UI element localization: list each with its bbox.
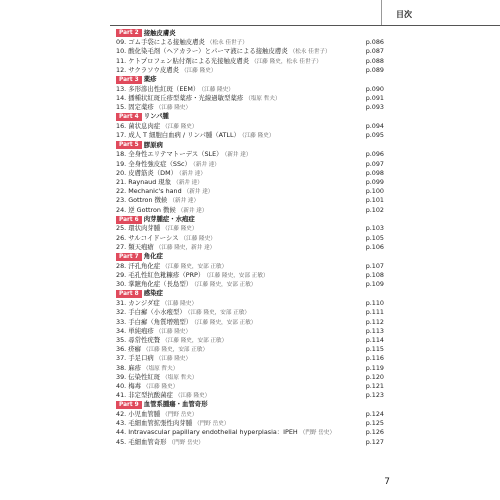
toc-entry-title: 25. 環状肉芽腫 [116,224,161,233]
toc-entry-title: 10. 酸化染毛剤（ヘアカラー）とパーマ液による接触皮膚炎 [116,47,288,56]
toc-entry[interactable] [116,131,384,140]
page-header [110,0,500,26]
toc-entry[interactable] [116,187,384,196]
toc-entry-author: （新井 達） [183,189,214,196]
toc-entry-page: p.091 [365,94,384,103]
part-badge: Part 7 [116,253,142,261]
toc-entry-author: （江藤 隆史） [162,226,198,233]
toc-entry[interactable] [116,336,384,345]
toc-entry-author: （新井 達） [178,170,206,177]
toc-entry-author: （塩原 哲夫） [245,96,281,103]
toc-entry-author: （江藤 隆史，松永 佳世子） [251,58,322,65]
toc-entry[interactable] [116,299,384,308]
toc-entry[interactable] [116,224,384,233]
toc-entry[interactable] [116,234,384,243]
toc-entry-author: （新井 達） [177,207,208,214]
toc-entry-author: （江藤 隆史） [241,133,275,140]
toc-entry[interactable] [116,428,384,437]
toc-entry[interactable] [116,318,384,327]
toc-entry-page: p.124 [365,410,384,419]
part-title: 肉芽腫症・水疱症 [143,214,195,223]
toc-entry-page: p.120 [365,372,384,381]
toc-entry-author: （塩原 哲夫） [162,374,198,381]
toc-entry-title-wrap [116,438,204,448]
toc-entry-author: （江藤 隆史，安部 正敏） [162,337,228,344]
part-badge: Part 4 [116,113,142,121]
toc-entry-page: p.087 [365,47,384,56]
toc-entry-author: （江藤 隆史，安部 正敏） [187,310,251,317]
toc-entry-page: p.108 [365,271,384,280]
toc-entry-page: p.112 [365,317,384,326]
toc-entry-author: （江藤 隆史，安部 正敏） [142,347,209,354]
part-title: 感染症 [143,289,163,298]
toc-entry-page: p.088 [365,56,384,65]
toc-entry-title: 09. ゴム手袋による接触皮膚炎 [116,38,205,47]
toc-entry-page: p.121 [365,381,384,390]
toc-entry-title: 34. 単純疱疹 [116,326,154,335]
toc-entry-title: 29. 毛孔性紅色粃糠疹（PRP） [116,271,205,280]
toc-entry-title: 26. サルコイドーシス [116,233,179,242]
toc-part-heading [116,141,384,151]
toc-entry-author: （松永 佳世子） [289,49,331,56]
toc-entry-page: p.111 [365,308,384,317]
toc-entry-title: 39. 伝染性紅斑 [116,372,161,381]
toc-entry-title: 22. Mechanic's hand [116,187,182,196]
toc-entry-title: 13. 多形滲出性紅斑（EEM） [116,84,200,93]
toc-entry[interactable] [116,262,384,271]
toc-entry[interactable] [116,345,384,354]
toc-entry-title: 27. 類天疱瘡 [116,242,154,251]
toc-entry-title: 32. 手白癬（小水疱型） [116,308,186,317]
toc-entry-author: （新井 達） [192,161,220,168]
toc-entry[interactable] [116,150,384,159]
toc-entry-page: p.114 [365,335,384,344]
toc-entry-author: （江藤 隆史） [180,235,216,242]
toc-entry-title: 15. 固定薬疹 [116,103,154,112]
toc-entry-title: 43. 毛細血管拡張性肉芽腫 [116,419,193,428]
part-title: 血管系腫瘍・血管奇形 [143,400,208,409]
toc-entry-author: （江藤 隆史） [161,301,198,308]
toc-entry-title: 35. 尋常性疣贅 [116,335,161,344]
toc-entry[interactable] [116,373,384,382]
toc-entry[interactable] [116,364,384,373]
toc-entry-page: p.090 [365,84,384,93]
toc-entry-title: 37. 手足口病 [116,354,154,363]
toc-entry-author: （江藤 隆史，新井 達） [155,244,216,251]
toc-entry-page: p.101 [365,196,384,205]
toc-entry-page: p.103 [365,224,384,233]
toc-entry-page: p.086 [365,38,384,47]
toc-entry-page: p.094 [365,122,384,131]
toc-entry-page: p.095 [365,131,384,140]
toc-entry-page: p.097 [365,159,384,168]
toc-entry-page: p.113 [365,326,384,335]
toc-entry-author: （松永 佳世子） [206,40,248,47]
toc-entry-title: 36. 疥癬 [116,345,141,354]
toc-entry[interactable] [116,178,384,187]
part-badge: Part 9 [116,401,142,409]
toc-entry[interactable] [116,271,384,280]
toc-entry[interactable] [116,308,384,317]
toc-entry-page: p.107 [365,261,384,270]
toc-entry-page: p.105 [365,233,384,242]
toc-part-heading [116,215,384,225]
toc-part-heading [116,252,384,262]
toc-entry-title: 44. Intravascular papillary endothelial hyperplasia：IPEH [116,428,298,437]
toc-entry[interactable] [116,57,384,66]
toc-entry-title: 14. 播種状紅斑丘疹型薬疹・光線過敏型薬疹 [116,94,244,103]
toc-entry-author: （新井 達） [224,152,252,159]
toc-entry[interactable] [116,94,384,103]
toc-entry-author: （新井 達） [173,179,203,186]
toc-entry-page: p.110 [365,299,384,308]
part-title: 膠原病 [143,140,163,149]
toc-part-heading [116,29,384,39]
part-badge: Part 3 [116,76,142,84]
toc-entry-author: （塩原 哲夫） [142,365,179,372]
section-title: 目次 [396,10,412,19]
toc-entry-title: 20. 皮膚筋炎（DM） [116,168,177,177]
toc-entry[interactable] [116,419,384,428]
toc-entry-author: （江藤 隆史） [155,356,192,363]
toc-entry[interactable] [116,160,384,169]
toc-entry-author: （江藤 隆史） [201,86,234,93]
header-rule [110,25,500,26]
toc-entry-page: p.106 [365,242,384,251]
toc-entry[interactable] [116,382,384,391]
toc-entry-title: 38. 麻疹 [116,363,141,372]
toc-entry-author: （江藤 隆史） [155,105,192,112]
toc-entry-title: 23. Gottron 徴候 [116,196,168,205]
toc-entry-title: 12. サクラソウ皮膚炎 [116,65,180,74]
toc-entry-title: 16. 菌状息肉症 [116,122,161,131]
toc-entry-page: p.089 [365,65,384,74]
toc-entry[interactable] [116,354,384,363]
part-badge: Part 2 [116,29,142,37]
toc-entry[interactable] [116,196,384,205]
toc-entry-author: （江藤 隆史） [142,383,179,390]
part-badge: Part 8 [116,290,142,298]
toc-entry-author: （門野 岳史） [299,430,336,437]
toc-entry-title: 42. 小児血管腫 [116,410,161,419]
toc-entry-title: 45. 毛細血管奇形 [116,437,167,446]
toc-entry[interactable] [116,327,384,336]
toc-entry-author: （江藤 隆史） [162,124,198,131]
toc-entry-title: 17. 成人 T 細胞白血病 / リンパ腫（ATLL） [116,131,240,140]
toc-entry-page: p.126 [365,428,384,437]
toc-entry[interactable] [116,66,384,75]
table-of-contents [116,29,384,447]
toc-entry-title: 11. ケトプロフェン貼付剤による光接触皮膚炎 [116,56,250,65]
toc-entry[interactable] [116,438,384,447]
part-badge: Part 6 [116,216,142,224]
toc-entry-author: （門野 岳史） [168,439,204,446]
toc-entry-page: p.115 [365,345,384,354]
toc-entry-author: （門野 岳史） [194,421,230,428]
toc-entry-page: p.125 [365,419,384,428]
toc-entry-page: p.099 [365,177,384,186]
toc-entry-page: p.098 [365,168,384,177]
toc-entry-author: （江藤 隆史） [181,67,217,74]
toc-entry-title: 24. 逆 Gottron 徴候 [116,205,176,214]
toc-entry-author: （江藤 隆史，安部 正敏） [162,263,228,270]
toc-entry-page: p.127 [365,437,384,446]
toc-entry-author: （江藤 隆史） [155,328,192,335]
toc-entry-title: 28. 汗孔角化症 [116,261,161,270]
toc-entry[interactable] [116,206,384,215]
toc-part-heading [116,289,384,299]
toc-entry-page: p.116 [365,354,384,363]
part-title: 薬疹 [143,75,157,84]
toc-entry-author: （江藤 隆史，安部 正敏） [194,319,257,326]
toc-entry-author: （江藤 隆史，安部 正敏） [194,282,257,289]
toc-entry-page: p.109 [365,280,384,289]
toc-entry-title: 41. 非定型抗酸菌症 [116,391,173,400]
toc-entry-page: p.096 [365,150,384,159]
toc-entry-title: 33. 手白癬（角質増殖型） [116,317,193,326]
toc-entry-title: 18. 全身性エリテマトーデス（SLE） [116,150,223,159]
toc-entry[interactable] [116,391,384,400]
toc-entry-page: p.119 [365,363,384,372]
toc-entry-author: （江藤 隆史） [174,393,211,400]
page-number: 7 [384,477,390,487]
toc-entry[interactable] [116,243,384,252]
toc-entry[interactable] [116,85,384,94]
toc-entry-page: p.100 [365,187,384,196]
part-badge: Part 5 [116,141,142,149]
toc-entry-title: 30. 掌蹠角化症（長島型） [116,280,193,289]
toc-entry-title: 40. 梅毒 [116,381,141,390]
toc-entry-title: 19. 全身性強皮症（SSc） [116,159,191,168]
toc-part-heading [116,400,384,410]
toc-entry-page: p.102 [365,205,384,214]
toc-entry[interactable] [116,169,384,178]
toc-part-heading [116,112,384,122]
toc-entry-title: 31. カンジダ症 [116,299,160,308]
part-title: リンパ腫 [143,112,169,121]
toc-entry-author: （江藤 隆史，安部 正敏） [206,273,269,280]
part-title: 角化症 [143,252,163,261]
part-title: 接触皮膚炎 [143,28,176,37]
toc-entry-author: （新井 達） [169,198,200,205]
header-divider [381,0,382,26]
toc-entry-title: 21. Raynaud 現象 [116,177,172,186]
toc-entry-page: p.123 [365,391,384,400]
toc-entry[interactable] [116,47,384,56]
toc-entry[interactable] [116,410,384,419]
toc-entry-author: （門野 岳史） [162,412,198,419]
toc-part-heading [116,75,384,85]
toc-entry-page: p.093 [365,103,384,112]
toc-entry[interactable] [116,122,384,131]
